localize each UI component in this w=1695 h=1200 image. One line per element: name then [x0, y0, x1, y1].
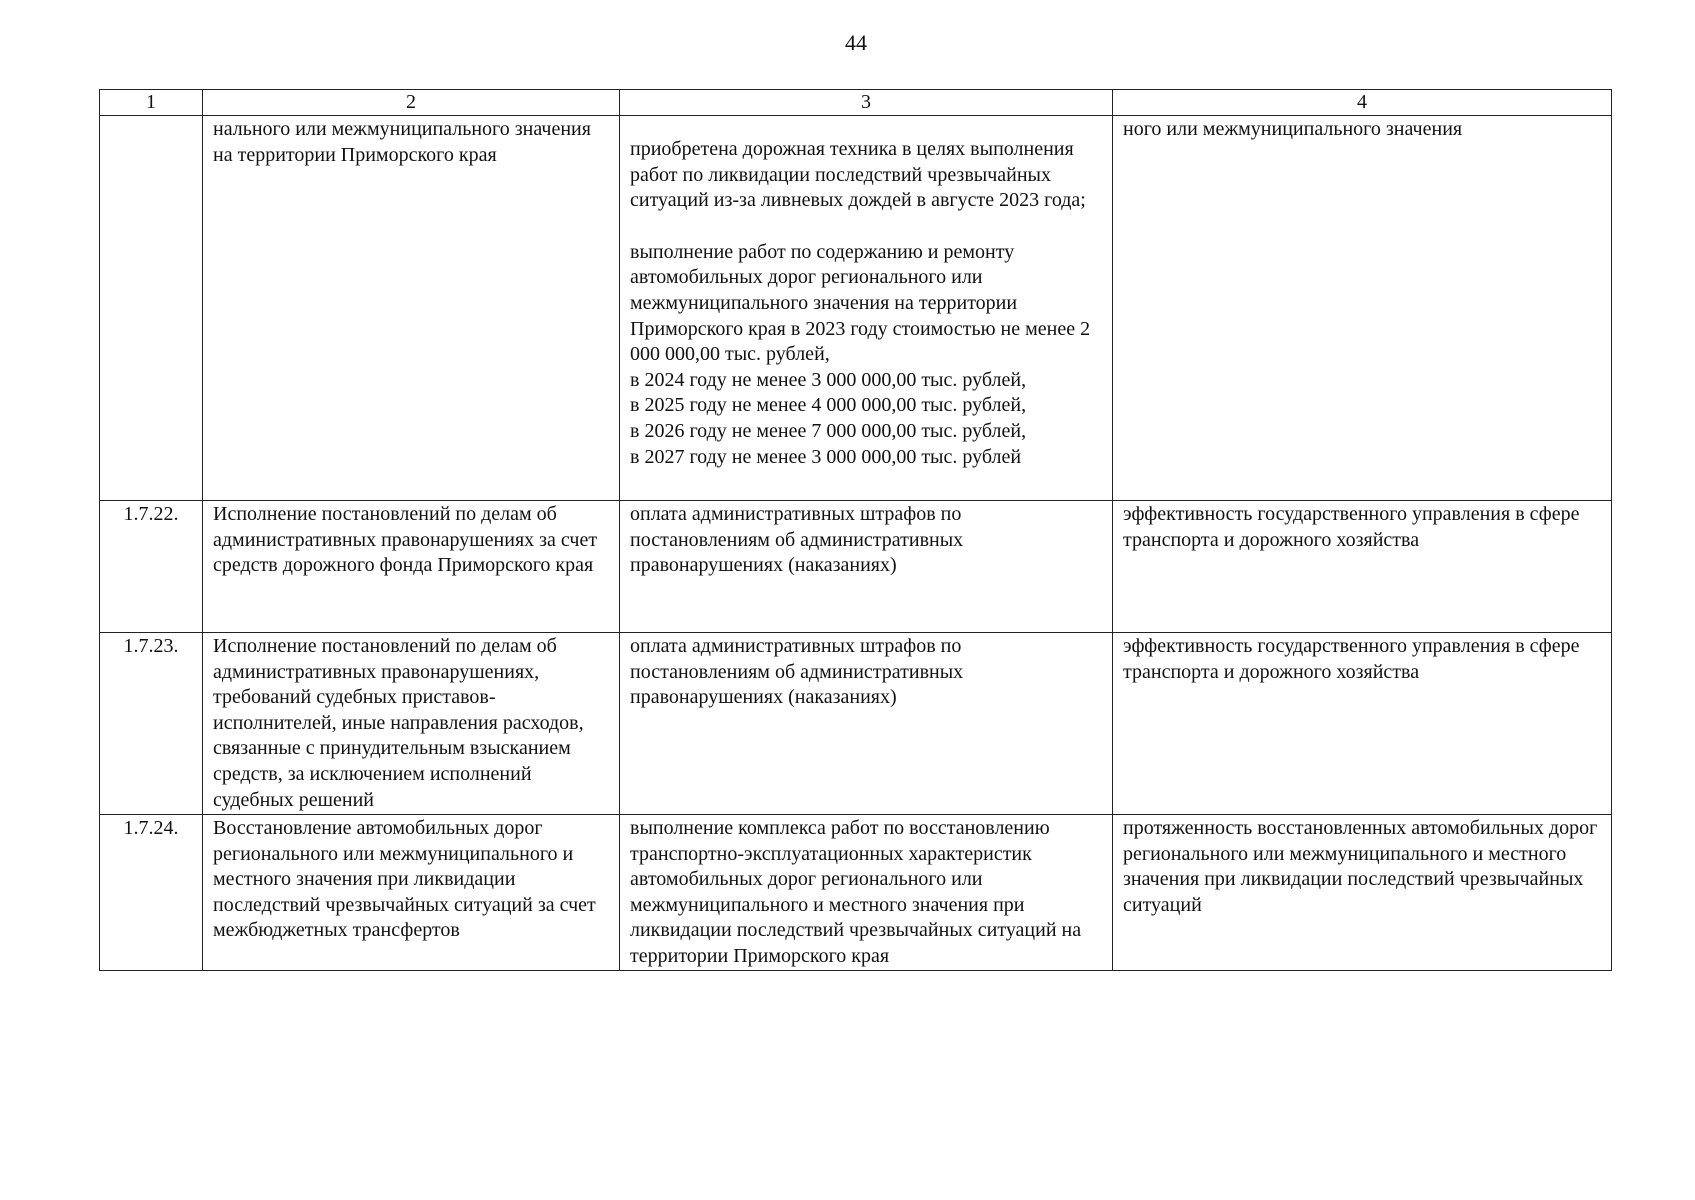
table-row	[100, 815, 1612, 971]
header-cell-2: 2	[203, 90, 620, 116]
table-row	[100, 116, 1612, 501]
indicator-cell: ного или межмуниципального значения	[1113, 116, 1612, 501]
indicator-cell: эффективность государственного управления в сфере транспорта и дорожного хозяйства	[1113, 501, 1612, 633]
result-paragraph: в 2026 году не менее 7 000 000,00 тыс. рублей,	[630, 419, 1027, 442]
row-number-cell	[100, 116, 203, 501]
indicator-cell: эффективность государственного управления в сфере транспорта и дорожного хозяйства	[1113, 633, 1612, 815]
row-number-cell: 1.7.23.	[100, 633, 203, 815]
row-number-cell: 1.7.22.	[100, 501, 203, 633]
document-table	[99, 89, 1612, 971]
table-row	[100, 501, 1612, 633]
result-cell: оплата административных штрафов по постановлениям об административных правонарушениях (наказаниях)	[620, 633, 1113, 815]
result-cell: оплата административных штрафов по постановлениям об административных правонарушениях (наказаниях)	[620, 501, 1113, 633]
row-number-cell: 1.7.24.	[100, 815, 203, 971]
result-cell	[620, 116, 1113, 501]
result-paragraph: в 2024 году не менее 3 000 000,00 тыс. рублей,	[630, 368, 1027, 391]
measure-name-cell: Исполнение постановлений по делам об административных правонарушениях за счет средств дорожного фонда Приморского края	[203, 501, 620, 633]
header-cell-3: 3	[620, 90, 1113, 116]
measure-name-cell: нального или межмуниципального значения на территории Приморского края	[203, 116, 620, 501]
result-paragraph: выполнение работ по содержанию и ремонту автомобильных дорог регионального или межмуниципального значения на территории Приморского края в 2023 году стоимостью не менее 2 000 000,00 тыс. рублей,	[630, 240, 1091, 366]
measure-name-cell: Восстановление автомобильных дорог регионального или межмуниципального и местного значения при ликвидации последствий чрезвычайных ситуаций за счет межбюджетных трансфертов	[203, 815, 620, 971]
result-paragraph: в 2025 году не менее 4 000 000,00 тыс. рублей,	[630, 394, 1027, 417]
result-cell: выполнение комплекса работ по восстановлению транспортно-эксплуатационных характеристик автомобильных дорог регионального или межмуниципального и местного значения при ликвидации последствий чрезвычайных ситуаций на территории Приморского края	[620, 815, 1113, 971]
table-row	[100, 633, 1612, 815]
header-cell-4: 4	[1113, 90, 1612, 116]
result-paragraph: в 2027 году не менее 3 000 000,00 тыс. рублей	[630, 445, 1022, 468]
table-header-row	[100, 90, 1612, 116]
result-paragraph: приобретена дорожная техника в целях выполнения работ по ликвидации последствий чрезвычайных ситуаций из-за ливневых дождей в августе 2023 года;	[630, 138, 1086, 212]
measure-name-cell: Исполнение постановлений по делам об административных правонарушениях, требований судебных приставов-исполнителей, иные направления расходов, связанные с принудительным взысканием средств, за исключением исполнений судебных решений	[203, 633, 620, 815]
header-cell-1: 1	[100, 90, 203, 116]
page-number: 44	[845, 30, 867, 55]
indicator-cell: протяженность восстановленных автомобильных дорог регионального или межмуниципального и местного значения при ликвидации последствий чрезвычайных ситуаций	[1113, 815, 1612, 971]
